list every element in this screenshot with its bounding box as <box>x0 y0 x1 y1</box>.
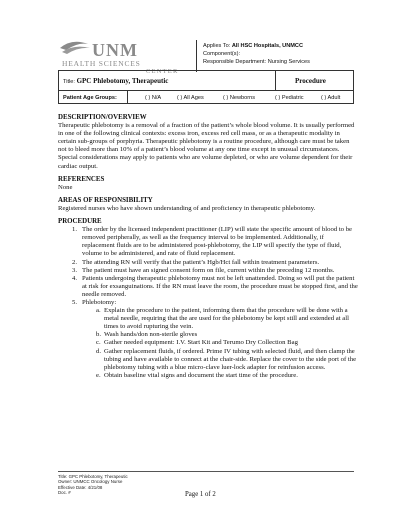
procedure-substep <box>96 348 358 372</box>
age-option-pediatric: ( ) Pediatric <box>275 94 304 101</box>
section-heading-procedure: PROCEDURE <box>58 218 102 226</box>
page-number: Page 1 of 2 <box>185 491 216 498</box>
title-label: Title: <box>63 79 75 85</box>
procedure-steps-list <box>72 226 358 380</box>
logo-center-text: CENTER <box>146 68 179 75</box>
step-number: 4. <box>72 274 78 282</box>
age-option-adult: ( ) Adult <box>321 94 341 101</box>
step-number: 2. <box>72 258 78 266</box>
document-body <box>58 114 358 380</box>
substep-letter: a. <box>96 307 101 315</box>
substep-letter: c. <box>96 339 101 347</box>
procedure-step <box>72 226 358 258</box>
applies-to-box <box>196 40 354 72</box>
step-text: The order by the licensed independent practitioner (LIP) will state the specific amount of blood to be removed peripherally, as well as the frequency interval to be implemented. Additionally, if replacement fluids are to be administered post-phlebotomy, the LIP will specify the type of fluid, volume to be administered, and rate of fluid replacement. <box>82 226 353 258</box>
responsibility-paragraph: Registered nurses who have shown understanding of and proficiency in therapeutic phlebotomy. <box>58 204 316 212</box>
procedure-step <box>72 267 358 275</box>
phlebotomy-substeps-list <box>82 307 358 380</box>
age-option-all-ages: ( ) All Ages <box>177 94 204 101</box>
applies-value: All HSC Hospitals, UNMCC <box>231 43 303 49</box>
footer-metadata <box>58 474 128 496</box>
age-divider <box>127 91 128 104</box>
responsible-value: Nursing Services <box>267 59 310 65</box>
procedure-substep <box>96 331 358 339</box>
substep-letter: b. <box>96 331 102 339</box>
component-label: Component(s): <box>203 51 240 57</box>
applies-label: Applies To: <box>203 43 231 49</box>
title-table <box>58 70 354 104</box>
title-value: GPC Phlebotomy, Therapeutic <box>76 77 169 85</box>
procedure-step <box>72 275 358 299</box>
age-groups-label: Patient Age Groups: <box>63 94 117 101</box>
step-number: 5. <box>72 298 78 306</box>
procedure-step <box>72 299 358 380</box>
substep-text: Explain the procedure to the patient, informing them that the procedure will be done with a metal needle, requiring that the are used for the phlebotomy be kept still and extended at all times to avoid rupturing the vein. <box>104 307 349 331</box>
step-text: The attending RN will verify that the patient’s Hgb/Hct fall within treatment parameters. <box>82 258 320 266</box>
substep-text: Gather needed equipment: I.V. Start Kit and Terumo Dry Collection Bag <box>104 339 298 347</box>
step-number: 3. <box>72 266 78 274</box>
substep-letter: d. <box>96 347 102 355</box>
step-number: 1. <box>72 226 78 234</box>
substep-text: Gather replacement fluids, if ordered. Prime IV tubing with selected fluid, and then clamp the tubing and have available to connect at the chair-side. Replace the cover to the side port of the phlebotomy tubing with a blue micro-clave luer-lock adapter for reinfusion access. <box>104 347 357 371</box>
substep-text: Wash hands/don non-sterile gloves <box>104 331 198 339</box>
age-groups-row <box>59 91 353 104</box>
procedure-substep <box>96 307 358 331</box>
description-paragraph: Therapeutic phlebotomy is a removal of a fraction of the patient’s whole blood volume. It is usually performed in one of the following clinical contexts: excess iron, excess red cell mass, or as a therapeutic modality in certain sub-groups of porphyria. Therapeutic phlebotomy is a routine procedure, although care must be taken not to bleed more than 10% of a patient’s blood volume at any one time except in unusual circumstances. Special considerations may apply to patients who are volume depleted, or who are volume dependent for their cardiac output. <box>58 122 355 170</box>
step-text: Patients undergoing therapeutic phlebotomy must not be left unattended. Doing so will put the patient at risk for exsanguinations. If the RN must leave the room, the procedure must be stopped first, and the needle removed. <box>82 274 358 298</box>
footer-title: Title: GPC Phlebotomy, Therapeutic <box>58 474 128 479</box>
title-cell <box>63 77 168 85</box>
logo-unm-text: UNM <box>92 40 138 60</box>
footer-effective-date: Effective Date: 4/21/08 <box>58 484 103 490</box>
section-heading-description: DESCRIPTION/OVERVIEW <box>58 114 147 121</box>
procedure-label: Procedure <box>295 77 326 85</box>
procedure-step <box>72 259 358 267</box>
references-paragraph: None <box>58 183 73 191</box>
procedure-substep <box>96 339 358 347</box>
step-text: The patient must have an signed consent form on file, current within the preceding 12 months. <box>82 266 335 274</box>
section-heading-responsibility: AREAS OF RESPONSIBILITY <box>58 196 153 204</box>
age-option-newborns: ( ) Newborns <box>223 94 256 101</box>
responsible-label: Responsible Department: <box>203 59 267 65</box>
age-option-na: ( ) N/A <box>145 94 162 101</box>
step-text: Phlebotomy: <box>82 298 117 306</box>
footer-owner: Owner: UNMCC Oncology Nurse <box>58 479 123 485</box>
title-row <box>59 71 353 91</box>
footer-rule <box>58 471 354 472</box>
logo-hsc-text: HEALTH SCIENCES <box>62 59 141 68</box>
footer-doc-number: Doc. # <box>58 490 71 496</box>
section-heading-references: REFERENCES <box>58 175 105 183</box>
substep-letter: e. <box>96 371 101 379</box>
procedure-substep <box>96 372 358 380</box>
title-divider <box>275 71 276 91</box>
substep-text: Obtain baseline vital signs and document the start time of the procedure. <box>104 371 298 379</box>
